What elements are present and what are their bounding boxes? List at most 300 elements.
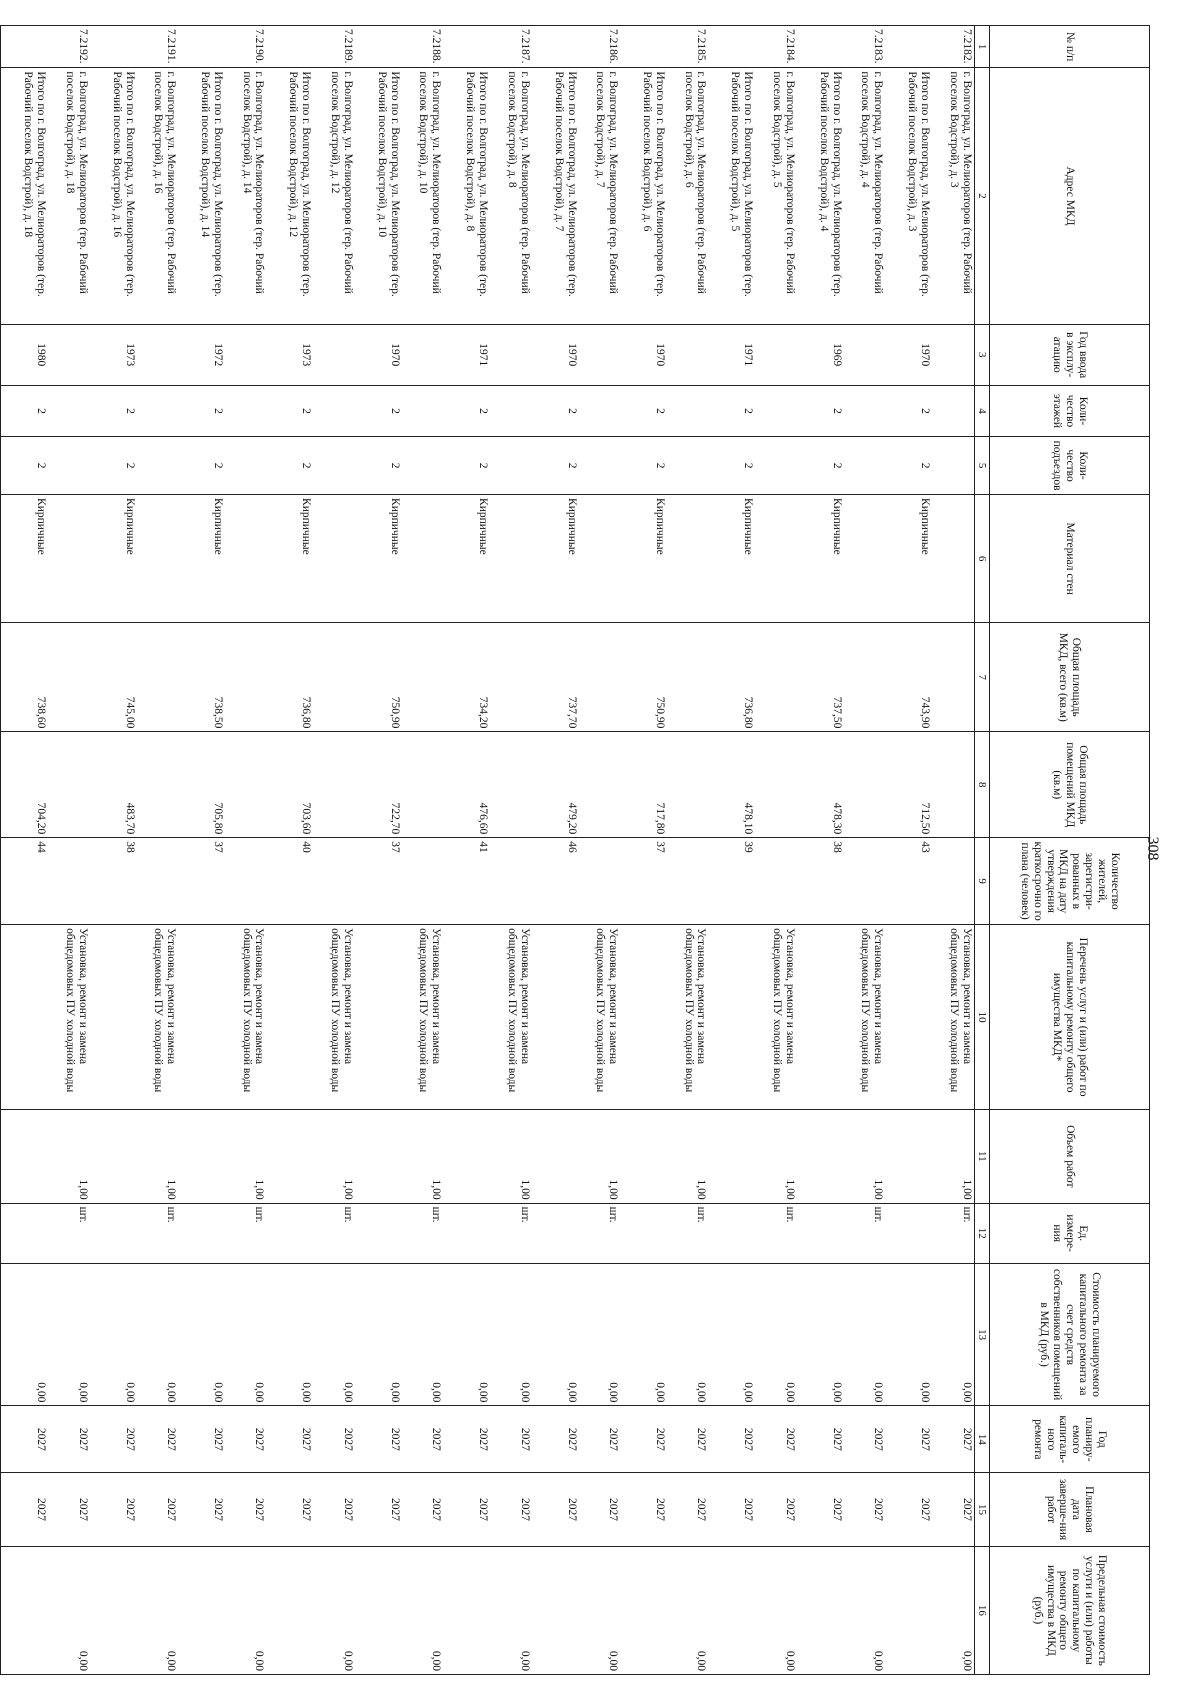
header-cell: Год ввода в эксплу-атацию xyxy=(990,324,1150,385)
table-row-total xyxy=(532,26,579,1675)
table-row-total xyxy=(708,26,755,1675)
column-number: 15 xyxy=(974,1473,989,1547)
table-cell-col-8: 478,10 xyxy=(708,732,755,838)
table-cell-col-1 xyxy=(532,26,579,68)
table-cell-col-15: 2027 xyxy=(620,1473,667,1547)
table-cell-col-12: шт. xyxy=(402,1203,443,1263)
table-row xyxy=(490,26,531,1675)
table-cell-col-4 xyxy=(932,385,974,436)
table-cell-col-15: 2027 xyxy=(402,1473,443,1547)
column-number: 4 xyxy=(974,385,989,436)
table-cell-col-16: 0,00 xyxy=(313,1546,354,1674)
table-cell-col-14: 2027 xyxy=(490,1406,531,1473)
table-cell-col-5 xyxy=(313,437,354,495)
table-cell-col-13: 0,00 xyxy=(490,1263,531,1406)
table-cell-col-4: 2 xyxy=(620,385,667,436)
table-cell-col-4: 2 xyxy=(708,385,755,436)
table-cell-col-16: 0,00 xyxy=(402,1546,443,1674)
table-cell-col-3: 1971 xyxy=(708,324,755,385)
table-cell-col-12: шт. xyxy=(755,1203,796,1263)
table-cell-col-3: 1970 xyxy=(532,324,579,385)
table-row-total xyxy=(355,26,402,1675)
table-cell-col-8 xyxy=(490,732,531,838)
column-number: 14 xyxy=(974,1406,989,1473)
table-cell-col-8: 476,60 xyxy=(443,732,490,838)
table-cell-col-10 xyxy=(266,925,313,1110)
table-cell-col-13: 0,00 xyxy=(225,1263,266,1406)
table-cell-col-4: 2 xyxy=(90,385,137,436)
table-cell-col-15: 2027 xyxy=(355,1473,402,1547)
table-cell-col-16: 0,00 xyxy=(137,1546,178,1674)
table-cell-col-16 xyxy=(620,1546,667,1674)
table-cell-col-7 xyxy=(667,623,708,732)
table-cell-col-8: 483,70 xyxy=(90,732,137,838)
table-cell-col-16: 0,00 xyxy=(755,1546,796,1674)
table-cell-col-6: Кирпичные xyxy=(532,495,579,623)
table-cell-col-8 xyxy=(579,732,620,838)
table-cell-col-5: 2 xyxy=(885,437,932,495)
table-cell-col-3: 1970 xyxy=(620,324,667,385)
table-cell-col-10: Установка, ремонт и замена общедомовых ПУ холодной воды xyxy=(402,925,443,1110)
table-cell-col-2: Итого по г. Волгоград, ул. Мелиораторов (тер. Рабочий поселок Водстрой), д. 6 xyxy=(620,68,667,324)
table-cell-col-2: г. Волгоград, ул. Мелиораторов (тер. Рабочий поселок Водстрой), д. 4 xyxy=(844,68,885,324)
table-cell-col-10 xyxy=(532,925,579,1110)
table-cell-col-8 xyxy=(137,732,178,838)
table-cell-col-7 xyxy=(225,623,266,732)
table-cell-col-7 xyxy=(313,623,354,732)
table-cell-col-9 xyxy=(313,838,354,925)
table-cell-col-14: 2027 xyxy=(402,1406,443,1473)
table-cell-col-12 xyxy=(1,1203,49,1263)
table-cell-col-9 xyxy=(579,838,620,925)
table-cell-col-4 xyxy=(490,385,531,436)
header-cell: Год планиру-емого капиталь-ного ремонта xyxy=(990,1406,1150,1473)
table-cell-col-1: 7.2185. xyxy=(667,26,708,68)
table-cell-col-5 xyxy=(755,437,796,495)
table-cell-col-3 xyxy=(48,324,89,385)
table-cell-col-7: 750,90 xyxy=(620,623,667,732)
table-cell-col-11: 1,00 xyxy=(313,1110,354,1204)
table-cell-col-2: Итого по г. Волгоград, ул. Мелиораторов (тер. Рабочий поселок Водстрой), д. 7 xyxy=(532,68,579,324)
table-cell-col-3 xyxy=(137,324,178,385)
header-cell: Адрес МКД xyxy=(990,68,1150,324)
table-cell-col-14: 2027 xyxy=(755,1406,796,1473)
table-cell-col-11: 1,00 xyxy=(667,1110,708,1204)
page-number: 308 xyxy=(1144,836,1161,861)
table-cell-col-6 xyxy=(402,495,443,623)
table-cell-col-14: 2027 xyxy=(667,1406,708,1473)
table-cell-col-1: 7.2184. xyxy=(755,26,796,68)
table-cell-col-15: 2027 xyxy=(885,1473,932,1547)
table-cell-col-5 xyxy=(137,437,178,495)
table-cell-col-9: 38 xyxy=(797,838,844,925)
table-cell-col-11 xyxy=(178,1110,225,1204)
table-cell-col-1: 7.2183. xyxy=(844,26,885,68)
table-cell-col-7 xyxy=(402,623,443,732)
table-cell-col-16: 0,00 xyxy=(932,1546,974,1674)
table-cell-col-7: 750,90 xyxy=(355,623,402,732)
table-cell-col-10: Установка, ремонт и замена общедомовых ПУ холодной воды xyxy=(225,925,266,1110)
table-cell-col-10 xyxy=(443,925,490,1110)
table-cell-col-4 xyxy=(667,385,708,436)
table-cell-col-12 xyxy=(443,1203,490,1263)
table-cell-col-9 xyxy=(844,838,885,925)
table-cell-col-11 xyxy=(885,1110,932,1204)
table-cell-col-7 xyxy=(48,623,89,732)
column-number: 2 xyxy=(974,68,989,324)
table-cell-col-1: 7.2191. xyxy=(137,26,178,68)
header-cell: Коли-чество подъездов xyxy=(990,437,1150,495)
table-cell-col-8 xyxy=(313,732,354,838)
table-cell-col-2: Итого по г. Волгоград, ул. Мелиораторов (тер. Рабочий поселок Водстрой), д. 4 xyxy=(797,68,844,324)
table-cell-col-4: 2 xyxy=(266,385,313,436)
table-cell-col-11: 1,00 xyxy=(844,1110,885,1204)
table-cell-col-5: 2 xyxy=(620,437,667,495)
table-cell-col-14: 2027 xyxy=(137,1406,178,1473)
table-cell-col-14: 2027 xyxy=(90,1406,137,1473)
table-cell-col-13: 0,00 xyxy=(355,1263,402,1406)
column-number: 3 xyxy=(974,324,989,385)
table-cell-col-8: 722,70 xyxy=(355,732,402,838)
table-cell-col-3: 1972 xyxy=(178,324,225,385)
table-cell-col-12: шт. xyxy=(48,1203,89,1263)
table-cell-col-8: 703,60 xyxy=(266,732,313,838)
table-cell-col-16 xyxy=(885,1546,932,1674)
table-cell-col-16: 0,00 xyxy=(48,1546,89,1674)
table-cell-col-15: 2027 xyxy=(266,1473,313,1547)
table-cell-col-13: 0,00 xyxy=(708,1263,755,1406)
table-cell-col-12: шт. xyxy=(490,1203,531,1263)
header-cell: Материал стен xyxy=(990,495,1150,623)
table-cell-col-10 xyxy=(1,925,49,1110)
header-cell: Ед. измере-ния xyxy=(990,1203,1150,1263)
table-cell-col-4 xyxy=(225,385,266,436)
column-number: 12 xyxy=(974,1203,989,1263)
table-cell-col-7 xyxy=(755,623,796,732)
table-row-total xyxy=(885,26,932,1675)
table-row xyxy=(313,26,354,1675)
table-cell-col-3: 1973 xyxy=(266,324,313,385)
table-cell-col-7: 745,00 xyxy=(90,623,137,732)
table-cell-col-11 xyxy=(1,1110,49,1204)
table-cell-col-1: 7.2182. xyxy=(932,26,974,68)
table-cell-col-9: 43 xyxy=(885,838,932,925)
table-cell-col-7: 738,50 xyxy=(178,623,225,732)
table-cell-col-4: 2 xyxy=(532,385,579,436)
table-cell-col-5: 2 xyxy=(443,437,490,495)
table-cell-col-14: 2027 xyxy=(266,1406,313,1473)
table-row xyxy=(225,26,266,1675)
table-cell-col-10: Установка, ремонт и замена общедомовых ПУ холодной воды xyxy=(48,925,89,1110)
table-cell-col-6: Кирпичные xyxy=(708,495,755,623)
table-cell-col-9: 37 xyxy=(178,838,225,925)
table-cell-col-4 xyxy=(313,385,354,436)
table-cell-col-7 xyxy=(579,623,620,732)
table-cell-col-2: Итого по г. Волгоград, ул. Мелиораторов (тер. Рабочий поселок Водстрой), д. 12 xyxy=(266,68,313,324)
table-cell-col-1: 7.2190. xyxy=(225,26,266,68)
table-cell-col-6 xyxy=(225,495,266,623)
table-cell-col-14: 2027 xyxy=(443,1406,490,1473)
table-cell-col-1: 7.2187. xyxy=(490,26,531,68)
table-cell-col-7: 734,20 xyxy=(443,623,490,732)
column-number-row xyxy=(974,26,989,1675)
table-cell-col-4: 2 xyxy=(1,385,49,436)
table-cell-col-8 xyxy=(225,732,266,838)
header-cell: № п/п xyxy=(990,26,1150,68)
table-cell-col-5: 2 xyxy=(90,437,137,495)
table-cell-col-12: шт. xyxy=(932,1203,974,1263)
table-cell-col-12 xyxy=(797,1203,844,1263)
table-cell-col-8: 705,80 xyxy=(178,732,225,838)
table-cell-col-1 xyxy=(443,26,490,68)
table-cell-col-9: 44 xyxy=(1,838,49,925)
table-cell-col-3 xyxy=(932,324,974,385)
table-cell-col-15: 2027 xyxy=(932,1473,974,1547)
header-cell: Перечень услуг и (или) работ по капитальному ремонту общего имущества МКД* xyxy=(990,925,1150,1110)
table-cell-col-7: 736,80 xyxy=(708,623,755,732)
table-cell-col-3 xyxy=(844,324,885,385)
table-cell-col-8 xyxy=(667,732,708,838)
table-cell-col-6: Кирпичные xyxy=(90,495,137,623)
column-number: 16 xyxy=(974,1546,989,1674)
table-cell-col-5 xyxy=(402,437,443,495)
table-cell-col-14: 2027 xyxy=(844,1406,885,1473)
table-cell-col-11 xyxy=(708,1110,755,1204)
table-cell-col-12: шт. xyxy=(667,1203,708,1263)
header-cell: Общая площадь помещений МКД (кв.м) xyxy=(990,732,1150,838)
table-cell-col-8 xyxy=(932,732,974,838)
table-cell-col-2: Итого по г. Волгоград, ул. Мелиораторов (тер. Рабочий поселок Водстрой), д. 10 xyxy=(355,68,402,324)
table-cell-col-6 xyxy=(844,495,885,623)
table-cell-col-1: 7.2188. xyxy=(402,26,443,68)
table-cell-col-3 xyxy=(225,324,266,385)
table-cell-col-14: 2027 xyxy=(355,1406,402,1473)
table-cell-col-14: 2027 xyxy=(579,1406,620,1473)
table-cell-col-1 xyxy=(797,26,844,68)
table-cell-col-4 xyxy=(402,385,443,436)
table-cell-col-13: 0,00 xyxy=(620,1263,667,1406)
table-cell-col-10: Установка, ремонт и замена общедомовых ПУ холодной воды xyxy=(313,925,354,1110)
table-cell-col-4: 2 xyxy=(443,385,490,436)
table-cell-col-5 xyxy=(932,437,974,495)
table-body xyxy=(1,26,975,1675)
table-cell-col-5 xyxy=(490,437,531,495)
table-cell-col-7: 743,90 xyxy=(885,623,932,732)
table-cell-col-6: Кирпичные xyxy=(1,495,49,623)
table-cell-col-7 xyxy=(490,623,531,732)
table-cell-col-8: 478,30 xyxy=(797,732,844,838)
table-cell-col-12: шт. xyxy=(225,1203,266,1263)
table-cell-col-15: 2027 xyxy=(490,1473,531,1547)
table-cell-col-9 xyxy=(667,838,708,925)
table-cell-col-2: Итого по г. Волгоград, ул. Мелиораторов (тер. Рабочий поселок Водстрой), д. 18 xyxy=(1,68,49,324)
table-cell-col-16 xyxy=(355,1546,402,1674)
table-cell-col-16 xyxy=(443,1546,490,1674)
table-cell-col-9: 40 xyxy=(266,838,313,925)
table-cell-col-2: г. Волгоград, ул. Мелиораторов (тер. Рабочий поселок Водстрой), д. 18 xyxy=(48,68,89,324)
table-cell-col-15: 2027 xyxy=(178,1473,225,1547)
table-cell-col-14: 2027 xyxy=(1,1406,49,1473)
table-cell-col-10 xyxy=(708,925,755,1110)
table-cell-col-5 xyxy=(667,437,708,495)
table-cell-col-6 xyxy=(667,495,708,623)
table-cell-col-9 xyxy=(48,838,89,925)
table-cell-col-3 xyxy=(313,324,354,385)
table-cell-col-8 xyxy=(755,732,796,838)
table-cell-col-2: Итого по г. Волгоград, ул. Мелиораторов (тер. Рабочий поселок Водстрой), д. 8 xyxy=(443,68,490,324)
table-cell-col-13: 0,00 xyxy=(443,1263,490,1406)
table-cell-col-9: 46 xyxy=(532,838,579,925)
table-cell-col-14: 2027 xyxy=(178,1406,225,1473)
table-cell-col-7 xyxy=(932,623,974,732)
table-cell-col-1: 7.2186. xyxy=(579,26,620,68)
table-cell-col-11: 1,00 xyxy=(225,1110,266,1204)
table-cell-col-15: 2027 xyxy=(667,1473,708,1547)
column-number: 7 xyxy=(974,623,989,732)
table-cell-col-5: 2 xyxy=(797,437,844,495)
table-cell-col-15: 2027 xyxy=(532,1473,579,1547)
table-cell-col-8: 717,80 xyxy=(620,732,667,838)
table-cell-col-2: г. Волгоград, ул. Мелиораторов (тер. Рабочий поселок Водстрой), д. 10 xyxy=(402,68,443,324)
table-cell-col-15: 2027 xyxy=(1,1473,49,1547)
table-cell-col-10: Установка, ремонт и замена общедомовых ПУ холодной воды xyxy=(667,925,708,1110)
table-row xyxy=(932,26,974,1675)
table-cell-col-15: 2027 xyxy=(48,1473,89,1547)
table-row xyxy=(137,26,178,1675)
table-cell-col-12 xyxy=(620,1203,667,1263)
table-cell-col-11 xyxy=(797,1110,844,1204)
table-cell-col-9 xyxy=(402,838,443,925)
table-cell-col-4 xyxy=(137,385,178,436)
table-cell-col-16 xyxy=(797,1546,844,1674)
table-cell-col-13: 0,00 xyxy=(755,1263,796,1406)
table-row xyxy=(48,26,89,1675)
table-row-total xyxy=(178,26,225,1675)
table-cell-col-11: 1,00 xyxy=(48,1110,89,1204)
table-cell-col-2: г. Волгоград, ул. Мелиораторов (тер. Рабочий поселок Водстрой), д. 16 xyxy=(137,68,178,324)
table-cell-col-13: 0,00 xyxy=(48,1263,89,1406)
table-cell-col-3: 1970 xyxy=(885,324,932,385)
table-cell-col-11 xyxy=(90,1110,137,1204)
table-cell-col-16: 0,00 xyxy=(225,1546,266,1674)
table-cell-col-7 xyxy=(844,623,885,732)
table-cell-col-1 xyxy=(355,26,402,68)
header-cell: Коли-чество этажей xyxy=(990,385,1150,436)
table-cell-col-15: 2027 xyxy=(579,1473,620,1547)
table-cell-col-6: Кирпичные xyxy=(443,495,490,623)
table-cell-col-10: Установка, ремонт и замена общедомовых ПУ холодной воды xyxy=(844,925,885,1110)
table-cell-col-4: 2 xyxy=(355,385,402,436)
table-cell-col-14: 2027 xyxy=(225,1406,266,1473)
header-cell: Количество жителей, зарегистри-рованных в МКД на дату утверждения краткосрочно го плана (человек) xyxy=(990,838,1150,925)
table-cell-col-9: 37 xyxy=(355,838,402,925)
column-number: 9 xyxy=(974,838,989,925)
table-cell-col-1 xyxy=(885,26,932,68)
table-cell-col-13: 0,00 xyxy=(137,1263,178,1406)
table-cell-col-9 xyxy=(490,838,531,925)
table-cell-col-12: шт. xyxy=(137,1203,178,1263)
table-cell-col-11: 1,00 xyxy=(932,1110,974,1204)
table-cell-col-8 xyxy=(844,732,885,838)
table-cell-col-14: 2027 xyxy=(313,1406,354,1473)
table-cell-col-6 xyxy=(137,495,178,623)
table-cell-col-6 xyxy=(579,495,620,623)
table-cell-col-11: 1,00 xyxy=(402,1110,443,1204)
table-cell-col-13: 0,00 xyxy=(266,1263,313,1406)
table-cell-col-10: Установка, ремонт и замена общедомовых ПУ холодной воды xyxy=(755,925,796,1110)
table-cell-col-2: г. Волгоград, ул. Мелиораторов (тер. Рабочий поселок Водстрой), д. 12 xyxy=(313,68,354,324)
table-cell-col-15: 2027 xyxy=(797,1473,844,1547)
table-cell-col-6 xyxy=(313,495,354,623)
table-cell-col-13: 0,00 xyxy=(579,1263,620,1406)
table-row-total xyxy=(797,26,844,1675)
table-row-total xyxy=(266,26,313,1675)
column-number: 1 xyxy=(974,26,989,68)
table-cell-col-1: 7.2189. xyxy=(313,26,354,68)
table-row xyxy=(844,26,885,1675)
table-cell-col-2: г. Волгоград, ул. Мелиораторов (тер. Рабочий поселок Водстрой), д. 6 xyxy=(667,68,708,324)
table-cell-col-2: г. Волгоград, ул. Мелиораторов (тер. Рабочий поселок Водстрой), д. 7 xyxy=(579,68,620,324)
column-number: 6 xyxy=(974,495,989,623)
table-cell-col-15: 2027 xyxy=(90,1473,137,1547)
table-cell-col-14: 2027 xyxy=(48,1406,89,1473)
table-cell-col-16 xyxy=(178,1546,225,1674)
table-cell-col-12 xyxy=(532,1203,579,1263)
table-cell-col-11: 1,00 xyxy=(579,1110,620,1204)
table-cell-col-2: Итого по г. Волгоград, ул. Мелиораторов (тер. Рабочий поселок Водстрой), д. 14 xyxy=(178,68,225,324)
table-cell-col-2: г. Волгоград, ул. Мелиораторов (тер. Рабочий поселок Водстрой), д. 14 xyxy=(225,68,266,324)
table-cell-col-15: 2027 xyxy=(313,1473,354,1547)
table-cell-col-3 xyxy=(490,324,531,385)
table-cell-col-10: Установка, ремонт и замена общедомовых ПУ холодной воды xyxy=(490,925,531,1110)
capital-repair-table xyxy=(0,25,1150,1675)
table-row-total xyxy=(620,26,667,1675)
table-cell-col-9: 37 xyxy=(620,838,667,925)
table-cell-col-15: 2027 xyxy=(443,1473,490,1547)
table-cell-col-2: г. Волгоград, ул. Мелиораторов (тер. Рабочий поселок Водстрой), д. 3 xyxy=(932,68,974,324)
table-cell-col-11 xyxy=(355,1110,402,1204)
table-cell-col-9 xyxy=(225,838,266,925)
table-cell-col-9: 39 xyxy=(708,838,755,925)
table-cell-col-6: Кирпичные xyxy=(620,495,667,623)
table-cell-col-12: шт. xyxy=(844,1203,885,1263)
table-cell-col-11: 1,00 xyxy=(137,1110,178,1204)
table-cell-col-4 xyxy=(844,385,885,436)
header-cell: Общая площадь МКД, всего (кв.м) xyxy=(990,623,1150,732)
table-cell-col-2: Итого по г. Волгоград, ул. Мелиораторов (тер. Рабочий поселок Водстрой), д. 16 xyxy=(90,68,137,324)
table-cell-col-14: 2027 xyxy=(532,1406,579,1473)
table-cell-col-12: шт. xyxy=(579,1203,620,1263)
column-number: 11 xyxy=(974,1110,989,1204)
table-cell-col-12 xyxy=(90,1203,137,1263)
table-cell-col-6 xyxy=(755,495,796,623)
table-cell-col-13: 0,00 xyxy=(844,1263,885,1406)
table-cell-col-3 xyxy=(755,324,796,385)
table-cell-col-5: 2 xyxy=(532,437,579,495)
table-cell-col-3 xyxy=(667,324,708,385)
table-cell-col-16: 0,00 xyxy=(579,1546,620,1674)
table-cell-col-4: 2 xyxy=(797,385,844,436)
column-number: 13 xyxy=(974,1263,989,1406)
table-cell-col-8 xyxy=(48,732,89,838)
table-cell-col-7: 738,60 xyxy=(1,623,49,732)
table-cell-col-8: 704,20 xyxy=(1,732,49,838)
table-cell-col-13: 0,00 xyxy=(313,1263,354,1406)
table-cell-col-1 xyxy=(178,26,225,68)
table-cell-col-4 xyxy=(579,385,620,436)
table-cell-col-3: 1970 xyxy=(355,324,402,385)
table-cell-col-13: 0,00 xyxy=(797,1263,844,1406)
